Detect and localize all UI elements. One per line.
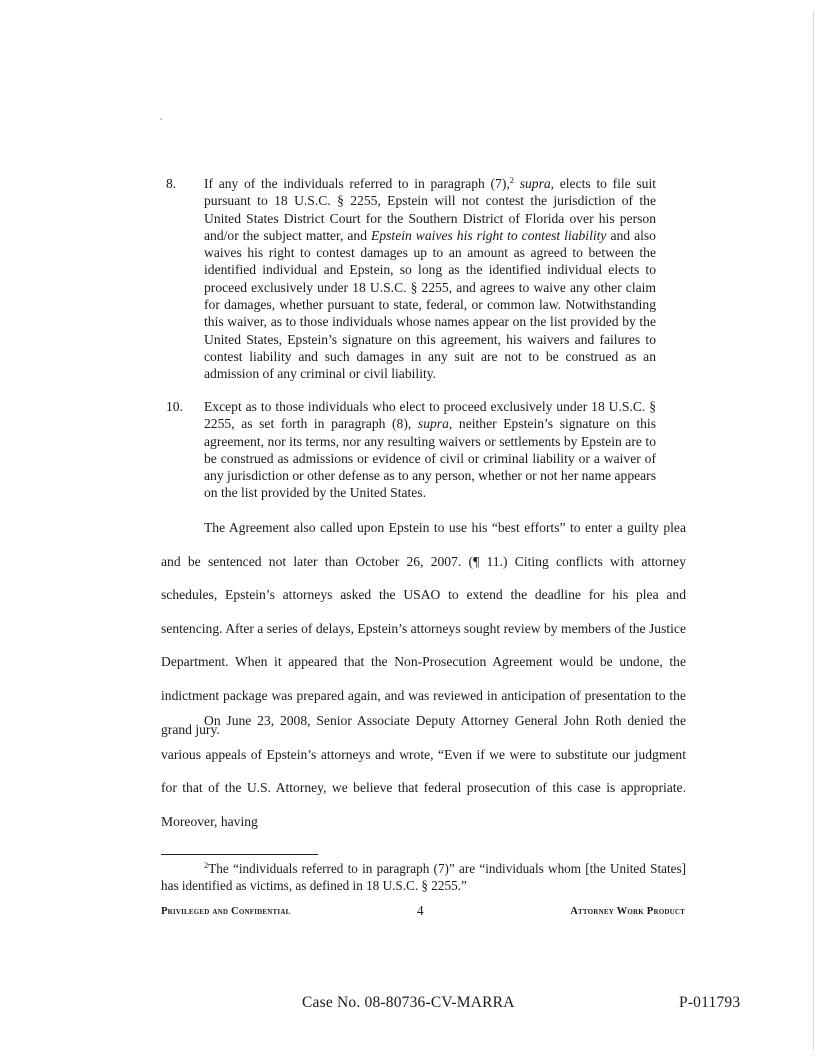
- provision-text: [204, 175, 656, 383]
- provision-italic: supra: [417, 416, 449, 432]
- bates-number-stamp: P-011793: [679, 994, 741, 1011]
- footnote-divider: [161, 854, 318, 855]
- provision-number: 10.: [166, 399, 183, 414]
- footnote: [161, 860, 686, 894]
- footnote-text: The “individuals referred to in paragraph (7)” are “individuals whom [the United States] has identified as victims, as defined in 18 U.S.C. § 2255.”: [161, 861, 686, 893]
- quoted-provision-10: [166, 398, 657, 502]
- footer-confidential-label: Privileged and Confidential: [161, 906, 291, 917]
- footnote-reference: 2: [509, 175, 515, 185]
- body-paragraph-text: On June 23, 2008, Senior Associate Deputy Attorney General John Roth denied the various appeals of Epstein’s attorneys and wrote, “Even if we were to substitute our judgment for that of the U.S. Attorney, we believe that federal prosecution of this case is appropriate. Moreover, having: [161, 713, 686, 829]
- provision-paragraph: [166, 398, 657, 502]
- page-number: 4: [417, 903, 424, 918]
- provision-italic: supra: [519, 176, 551, 191]
- footnote-marker: 2: [204, 860, 209, 870]
- provision-text-segment: and also waives his right to contest damages up to an amount as agreed to between the identified individual and Epstein, so long as the identified individual elects to proceed exclusively under 18 U.S.C. § 2255, and agrees to waive any other claim for damages, whether pursuant to state, federal, or common law. Notwithstanding this waiver, as to those individuals whose names appear on the list provided by the United States, Epstein’s signature on this agreement, his waivers and failures to contest liability and such damages in any suit are not to be construed as an admission of any criminal or civil liability.: [204, 227, 656, 382]
- provision-text-segment: , elects to file suit pursuant to 18 U.S.C. § 2255, Epstein will not contest the jurisdiction of the United States District Court for the Southern District of Florida over his person and/or the subject matter, and: [204, 176, 657, 243]
- case-number-stamp: Case No. 08-80736-CV-MARRA: [302, 994, 515, 1011]
- footer-work-product-label: Attorney Work Product: [570, 906, 685, 917]
- quoted-provision-8: [166, 175, 657, 383]
- body-paragraph-text: The Agreement also called upon Epstein to use his “best efforts” to enter a guilty plea and be sentenced not later than October 26, 2007. (¶ 11.) Citing conflicts with attorney schedules, Epstein’s attorneys asked the USAO to extend the deadline for his plea and sentencing. After a series of delays, Epstein’s attorneys sought review by members of the Justice Department. When it appeared that the Non-Prosecution Agreement would be undone, the indictment package was prepared again, and was reviewed in anticipation of presentation to the grand jury.: [161, 520, 686, 737]
- provision-text-segment: If any of the individuals referred to in paragraph (7),: [204, 176, 510, 191]
- provision-paragraph: [166, 175, 657, 383]
- provision-number: 8.: [166, 176, 177, 191]
- provision-text: [204, 398, 656, 502]
- scan-edge-line: [813, 10, 814, 1050]
- body-paragraph: [161, 704, 686, 838]
- provision-italic: Epstein waives his right to contest liability: [371, 227, 607, 243]
- provision-text-segment: Except as to those individuals who elect to proceed exclusively under 18 U.S.C. § 2255, as set forth in paragraph (8),: [204, 399, 656, 432]
- provision-text-segment: , neither Epstein’s signature on this agreement, nor its terms, nor any resulting waivers or settlements by Epstein are to be construed as admissions or evidence of civil or criminal liability or a waiver of any jurisdiction or other defense as to any person, whether or not her name appears on the list provided by the United States.: [204, 416, 657, 501]
- scan-speck: [160, 118, 162, 120]
